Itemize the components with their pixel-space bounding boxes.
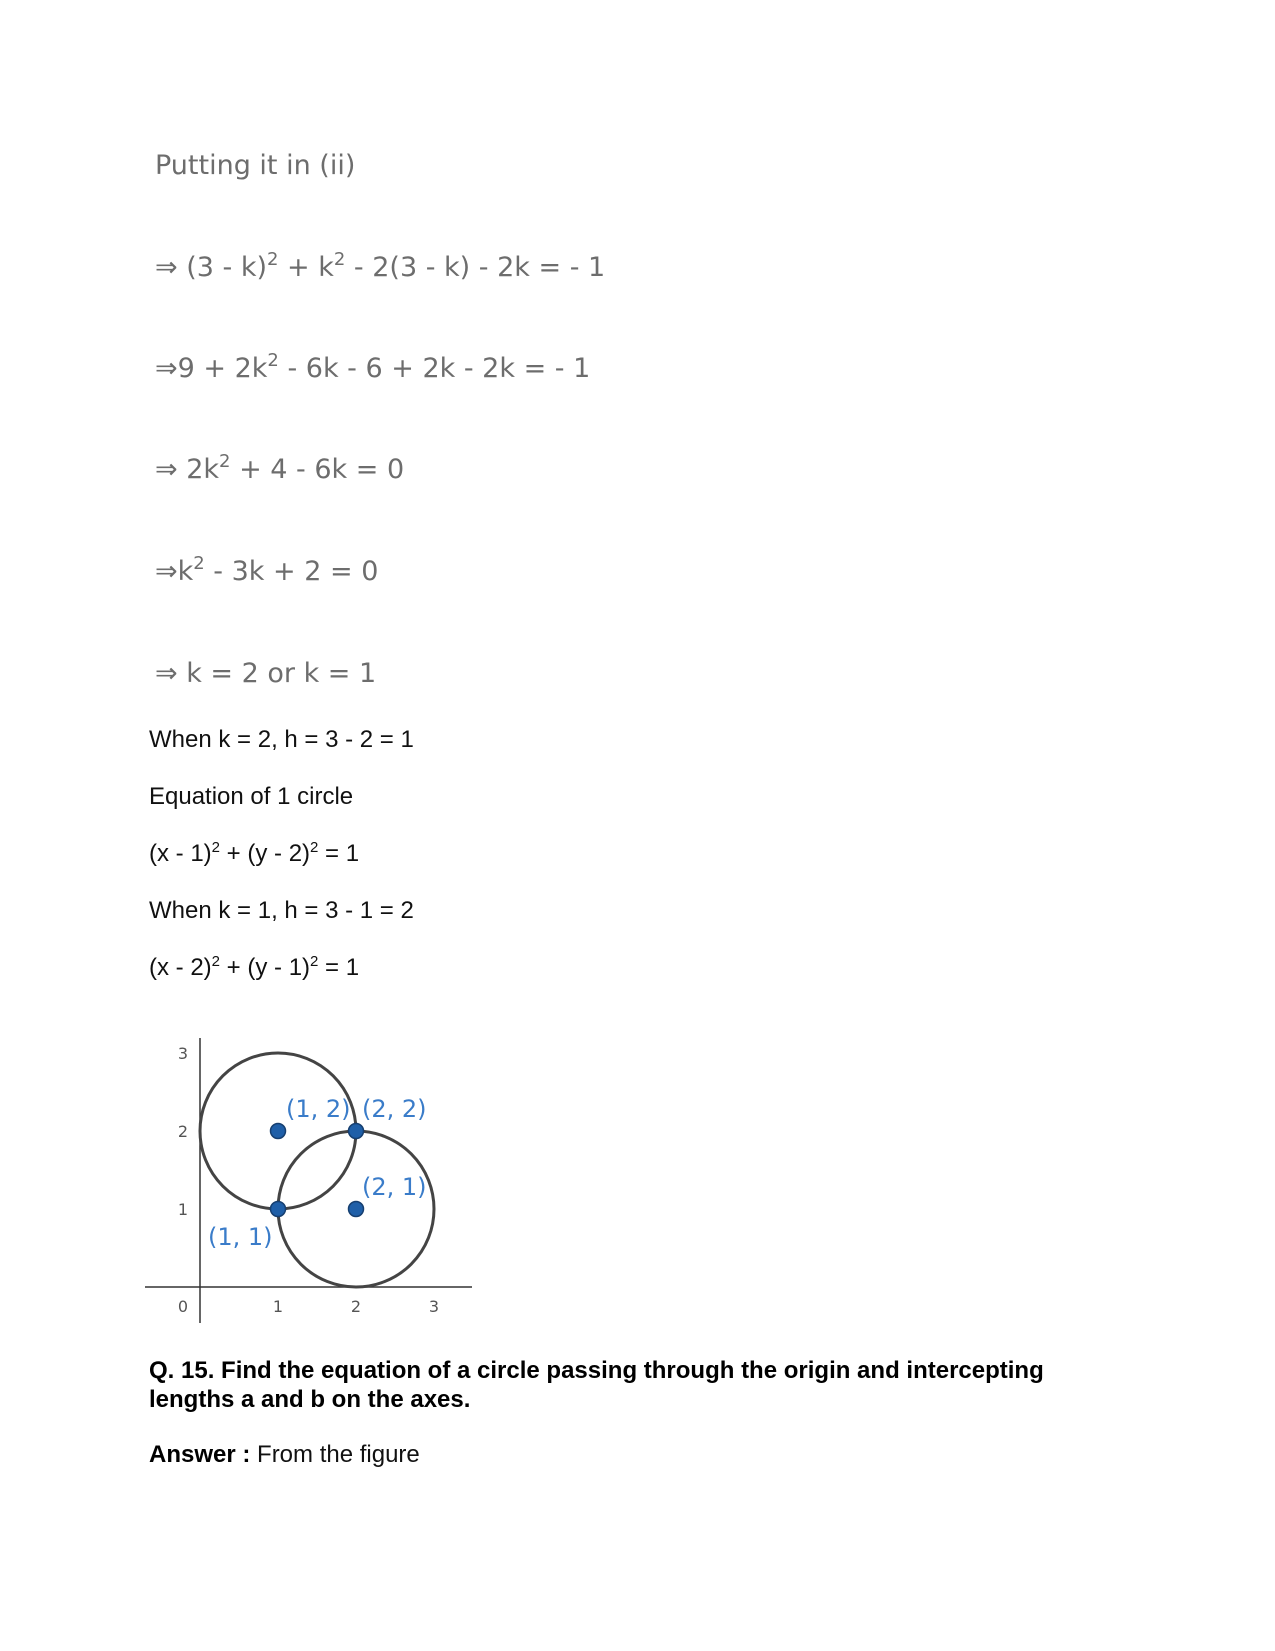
point-label: (2, 2) [362, 1095, 427, 1123]
step-text: ⇒ k = 2 or k = 1 [155, 658, 377, 689]
x-tick-label: 1 [272, 1297, 284, 1316]
line-part: (x - 1) [149, 840, 212, 867]
point-marker [271, 1202, 286, 1217]
point-label: (2, 1) [362, 1173, 427, 1201]
line-exponent: 2 [310, 839, 319, 856]
point-label: (1, 2) [286, 1095, 351, 1123]
x-tick-label: 2 [350, 1297, 362, 1316]
step-exponent: 2 [267, 249, 279, 270]
line-text: Equation of 1 circle [149, 783, 354, 810]
y-tick-label: 3 [177, 1044, 188, 1063]
step-exponent: 2 [219, 451, 231, 472]
step-solution [155, 658, 376, 689]
question-15 [149, 1356, 1109, 1414]
text-equation-of-circle [149, 783, 353, 811]
step-exponent: 2 [267, 350, 279, 371]
equation-circle-1 [149, 840, 359, 868]
step-part: - 2(3 - k) - 2k = - 1 [345, 252, 606, 283]
circles-figure [145, 1035, 475, 1325]
step-text: Putting it in (ii) [155, 150, 356, 181]
line-exponent: 2 [211, 953, 221, 970]
line-part: = 1 [318, 954, 360, 981]
text-when-k-2 [149, 726, 414, 754]
step-part: + 4 - 6k = 0 [230, 454, 405, 485]
x-tick-label: 3 [428, 1297, 440, 1316]
step-part: ⇒k [155, 556, 194, 587]
line-exponent: 2 [310, 953, 319, 970]
y-tick-label: 1 [177, 1200, 188, 1219]
text-when-k-1 [149, 897, 414, 925]
line-part: = 1 [318, 840, 360, 867]
line-text: When k = 2, h = 3 - 2 = 1 [149, 726, 414, 753]
answer-label: Answer : [149, 1441, 251, 1468]
step-exponent: 2 [333, 249, 346, 270]
line-part: + (y - 2) [220, 840, 311, 867]
step-exponent: 2 [193, 553, 205, 574]
step-part: - 6k - 6 + 2k - 2k = - 1 [278, 353, 591, 384]
step-part: ⇒ 2k [155, 454, 220, 485]
point-marker [349, 1124, 364, 1139]
point-marker [349, 1202, 364, 1217]
line-part: + (y - 1) [220, 954, 311, 981]
x-tick-label: 0 [177, 1297, 189, 1316]
answer-text: From the figure [250, 1441, 420, 1468]
question-text: Q. 15. Find the equation of a circle passing through the origin and intercepting lengths a and b on the axes. [149, 1357, 1044, 1413]
step-part: ⇒9 + 2k [155, 353, 268, 384]
step-putting-in [155, 150, 355, 181]
step-part: + k [278, 252, 334, 283]
step-part: - 3k + 2 = 0 [204, 556, 379, 587]
step-quadratic [155, 553, 379, 587]
line-exponent: 2 [211, 839, 221, 856]
step-part: ⇒ (3 - k) [155, 252, 267, 283]
line-text: When k = 1, h = 3 - 1 = 2 [149, 897, 414, 924]
y-tick-label: 2 [177, 1122, 188, 1141]
point-marker [271, 1124, 286, 1139]
step-simplify-1 [155, 350, 591, 384]
equation-circle-2 [149, 954, 359, 982]
line-part: (x - 2) [149, 954, 212, 981]
step-expand-equation [155, 249, 606, 283]
step-simplify-2 [155, 451, 405, 485]
point-label: (1, 1) [208, 1223, 273, 1251]
answer-line [149, 1441, 420, 1469]
